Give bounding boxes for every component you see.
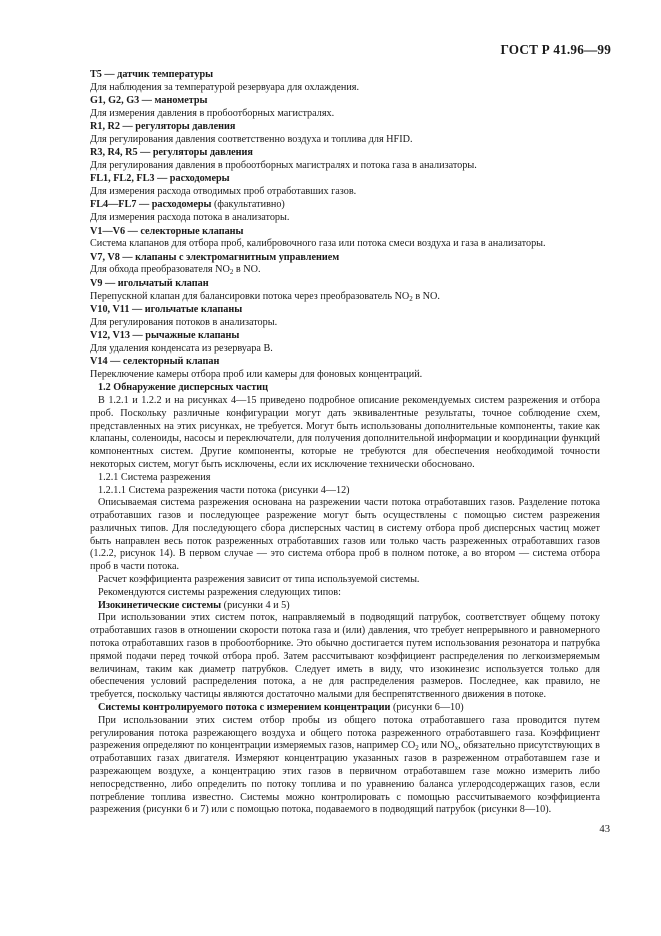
desc-text: Перепускной клапан для балансировки потока через преобразователь NO <box>90 290 410 302</box>
isokinetic-heading <box>90 600 600 613</box>
definition-term <box>90 199 600 212</box>
concentration-ref: (рисунки 6—10) <box>390 702 464 714</box>
body-paragraph: Рекомендуются системы разрежения следующих типов: <box>98 586 341 598</box>
definition-term: R1, R2 — регуляторы давления <box>90 121 236 133</box>
definition-item <box>90 278 600 304</box>
definition-term: T5 — датчик температуры <box>90 69 214 80</box>
subscript: 2 <box>415 744 419 753</box>
definition-term: FL1, FL2, FL3 — расходомеры <box>90 173 230 185</box>
isokinetic-ref: (рисунки 4 и 5) <box>221 599 290 611</box>
desc-text: в NO. <box>412 290 440 302</box>
isokinetic-title: Изокинетические системы <box>98 599 222 611</box>
definition-desc <box>90 264 600 277</box>
concentration-heading <box>90 702 600 715</box>
definition-item <box>90 121 600 147</box>
body-paragraph: Расчет коэффициента разрежения зависит от типа используемой системы. <box>98 574 420 586</box>
body-text: , обязательно присутствующих в отработавших газах двигателя. Измеряют концентрацию указанных газов в разреженном отработавшем газе и разрежающем воздухе, а концентрацию этих газов в первичном отработавшем газе можно измерить либо непосредственно, либо определить по потоку топлива и по уравнению баланса углеродсодержащих газов, если потребление топлива известно. Системы можно контролировать с помощью рассчитываемого коэффициента разрежения (рисунки 6 и 7) или с помощью потока, подаваемого в подводящий патрубок (рисунки 8—10). <box>90 740 600 816</box>
definition-item <box>90 304 600 330</box>
definition-term-optional: (факультативно) <box>211 199 285 211</box>
desc-subscript: 2 <box>409 294 413 303</box>
body-text: При использовании этих систем отбор пробы из общего потока отработавшего газа проводится путем регулирования потока разрежающего воздуха и общего потока разреженного отработавшего газа. Коэффициент разрежения определяют по концентрации измеряемых газов, например CO <box>90 714 600 752</box>
definition-item <box>90 252 600 278</box>
page-number: 43 <box>599 824 610 835</box>
definition-term: V10, V11 — игольчатые клапаны <box>90 303 243 315</box>
body-paragraph: При использовании этих систем поток, направляемый в подводящий патрубок, соответствует общему потоку отработавших газов в отношении скорости потока газа и (или) давления, что требует непрерывного и равномерного потока отработавших газов в пробоотборнике. Это обычно достигается путем использования резонатора и патрубка прямой подачи перед точкой отбора проб. Затем рассчитывают коэффициент распределения по легкоизмеряемым величинам, таким как диаметр патрубков. Следует иметь в виду, что изокинезис используется только для обеспечения условий распределения потока, а не для распределения размеров. Последнее, как правило, не требуется, поскольку частицы являются достаточно малыми для беспрепятственного движения в потоке. <box>90 612 600 701</box>
document-header: ГОСТ Р 41.96—99 <box>500 42 611 57</box>
definition-term: G1, G2, G3 — манометры <box>90 95 208 107</box>
definition-desc: Для измерения расхода отводимых проб отработавших газов. <box>90 186 357 198</box>
definition-item <box>90 147 600 173</box>
definition-term: V14 — селекторный клапан <box>90 356 220 368</box>
body-text: или NO <box>418 740 455 752</box>
definition-desc: Система клапанов для отбора проб, калибровочного газа или потока смеси воздуха и газа в анализаторы. <box>90 238 546 250</box>
definition-desc: Для измерения расхода потока в анализаторы. <box>90 212 290 224</box>
desc-text: в NO. <box>233 264 261 276</box>
definition-item <box>90 226 600 252</box>
desc-text: Для обхода преобразователя NO <box>90 264 230 276</box>
definition-term: V12, V13 — рычажные клапаны <box>90 329 240 341</box>
definition-desc: Для регулирования потоков в анализаторы. <box>90 316 278 328</box>
concentration-title: Системы контролируемого потока с измерением концентрации <box>98 702 391 714</box>
definition-item <box>90 69 600 95</box>
subsection-heading: 1.2.1 Система разрежения <box>98 471 211 483</box>
definition-term: V7, V8 — клапаны с электромагнитным управлением <box>90 251 340 263</box>
definition-desc: Переключение камеры отбора проб или камеры для фоновых концентраций. <box>90 368 423 380</box>
definition-item <box>90 330 600 356</box>
page-content <box>90 69 600 817</box>
definition-item <box>90 199 600 225</box>
definition-term: V9 — игольчатый клапан <box>90 277 209 289</box>
definition-desc: Для измерения давления в пробоотборных магистралях. <box>90 107 335 119</box>
definition-item <box>90 95 600 121</box>
definition-term: V1—V6 — селекторные клапаны <box>90 225 244 237</box>
subscript: x <box>454 744 459 753</box>
definition-term: R3, R4, R5 — регуляторы давления <box>90 147 253 159</box>
definition-desc: Для наблюдения за температурой резервуара для охлаждения. <box>90 81 360 93</box>
section-title: 1.2 Обнаружение дисперсных частиц <box>98 382 269 394</box>
definition-item <box>90 356 600 382</box>
definition-item <box>90 173 600 199</box>
definition-desc <box>90 291 600 304</box>
definition-desc: Для удаления конденсата из резервуара B. <box>90 342 273 354</box>
definition-term-main: FL4—FL7 — расходомеры <box>90 199 212 211</box>
section-intro-paragraph: В 1.2.1 и 1.2.2 и на рисунках 4—15 приведено подробное описание рекомендуемых систем разрежения и отбора проб. Поскольку различные конфигурации могут дать эквивалентные результаты, точное соблюдение схем, представленных на этих рисунках, не требуется. Могут быть использованы дополнительные компоненты, такие как клапаны, соленоиды, насосы и переключатели, для получения дополнительной информации и координации функций компонентных систем. Другие компоненты, которые не требуются для обеспечения необходимой точности некоторых систем, могут быть исключены, если их исключение технически обосновано. <box>90 394 600 470</box>
subsubsection-heading: 1.2.1.1 Система разрежения части потока (рисунки 4—12) <box>98 484 350 496</box>
body-paragraph <box>90 715 600 817</box>
body-paragraph: Описываемая система разрежения основана на разрежении части потока отработавших газов. Разделение потока отработавших газов и последующее разрежение могут быть осуществлены с помощью систем разрежения различных типов. Для последующего сбора дисперсных частиц в систему отбора проб дисперсных частиц может быть направлен весь поток разреженных отработавших газов или только часть разреженных отработавших газов (1.2.2, рисунок 14). В первом случае — это система отбора проб в полном потоке, а во втором — система отбора проб в части потока. <box>90 497 600 573</box>
definition-desc: Для регулирования давления в пробоотборных магистралях и потока газа в анализаторы. <box>90 160 477 172</box>
definition-list <box>90 69 600 382</box>
definition-desc: Для регулирования давления соответственно воздуха и топлива для HFID. <box>90 133 413 145</box>
desc-subscript: 2 <box>229 268 234 277</box>
